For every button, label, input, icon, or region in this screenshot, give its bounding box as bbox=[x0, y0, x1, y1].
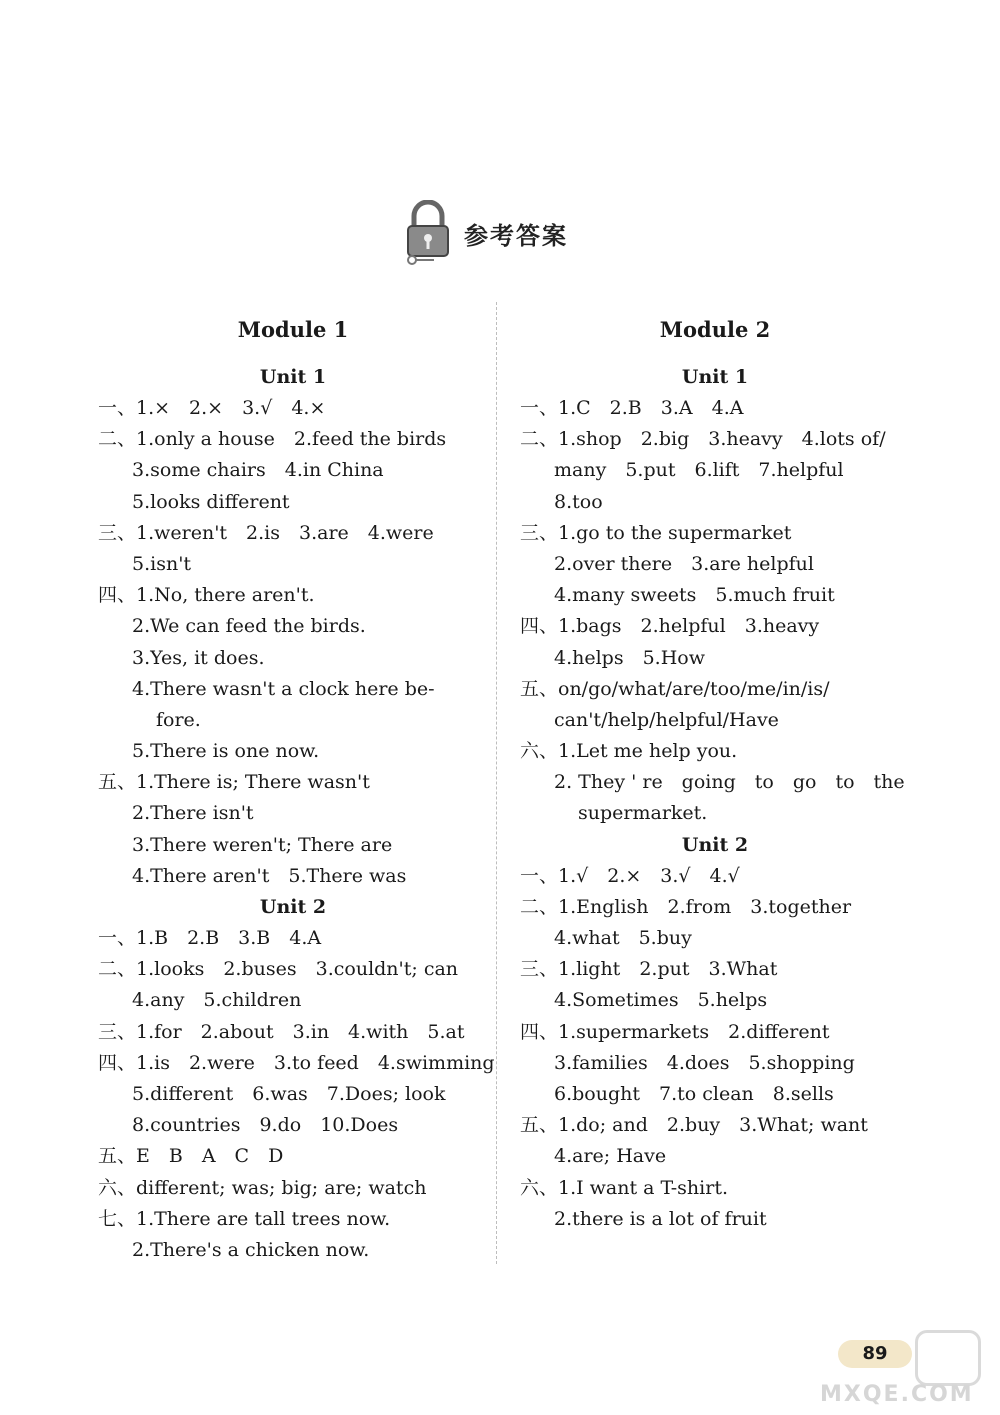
unit-title: Unit 1 bbox=[681, 366, 749, 388]
answer-line: 五、on/go/what/are/too/me/in/is/ bbox=[520, 677, 830, 700]
answer-line: 2.There isn't bbox=[132, 802, 254, 825]
column-divider bbox=[496, 302, 497, 1264]
answer-line: 3.some chairs 4.in China bbox=[132, 459, 384, 482]
answer-line: 六、1.Let me help you. bbox=[520, 740, 738, 763]
answer-line: 二、1.English 2.from 3.together bbox=[520, 895, 852, 918]
answer-line: 五、E B A C D bbox=[98, 1145, 284, 1168]
answer-line: 四、1.is 2.were 3.to feed 4.swimming bbox=[98, 1051, 495, 1074]
answer-line: 三、1.weren't 2.is 3.are 4.were bbox=[98, 521, 434, 544]
answer-line: 一、1.√ 2.× 3.√ 4.√ bbox=[520, 864, 740, 887]
answer-line: 2.over there 3.are helpful bbox=[554, 552, 814, 575]
answer-line: 二、1.only a house 2.feed the birds bbox=[98, 428, 447, 451]
answer-line: 一、1.B 2.B 3.B 4.A bbox=[98, 927, 322, 949]
watermark-text: MXQE.COM bbox=[820, 1382, 974, 1407]
answer-line: 四、1.supermarkets 2.different bbox=[520, 1020, 830, 1043]
module-title: Module 2 bbox=[659, 317, 771, 342]
lock-icon bbox=[400, 200, 458, 266]
answer-line: 二、1.shop 2.big 3.heavy 4.lots of/ bbox=[520, 428, 886, 451]
answer-line: 七、1.There are tall trees now. bbox=[98, 1207, 391, 1230]
answer-line: 一、1.C 2.B 3.A 4.A bbox=[520, 397, 744, 419]
answer-line: 4.There aren't 5.There was bbox=[132, 864, 407, 887]
watermark-logo-icon bbox=[915, 1330, 981, 1386]
answer-line: 五、1.do; and 2.buy 3.What; want bbox=[520, 1114, 868, 1137]
answer-line: 6.bought 7.to clean 8.sells bbox=[554, 1082, 834, 1105]
page-number: 89 bbox=[838, 1340, 912, 1368]
unit-title: Unit 1 bbox=[259, 366, 327, 388]
answer-line: 4.helps 5.How bbox=[554, 646, 705, 669]
answer-line: 三、1.for 2.about 3.in 4.with 5.at bbox=[98, 1020, 465, 1043]
answer-line: 3.Yes, it does. bbox=[132, 646, 265, 669]
answer-line: 二、1.looks 2.buses 3.couldn't; can bbox=[98, 958, 459, 981]
answer-line: 3.families 4.does 5.shopping bbox=[554, 1051, 855, 1074]
answer-line: 三、1.light 2.put 3.What bbox=[520, 958, 778, 981]
unit-title: Unit 2 bbox=[681, 833, 749, 856]
answer-line: 4.many sweets 5.much fruit bbox=[554, 584, 835, 607]
answer-line: 5.looks different bbox=[132, 490, 290, 513]
answer-line: 4.are; Have bbox=[554, 1145, 667, 1168]
answer-line: supermarket. bbox=[578, 802, 708, 825]
answer-line: 五、1.There is; There wasn't bbox=[98, 771, 370, 794]
page-title: 参考答案 bbox=[464, 222, 568, 250]
answer-line: many 5.put 6.lift 7.helpful bbox=[554, 459, 844, 482]
answer-line: 5.There is one now. bbox=[132, 740, 320, 763]
answer-key-header bbox=[400, 200, 600, 270]
answer-line: fore. bbox=[156, 708, 201, 731]
answer-line: 四、1.No, there aren't. bbox=[98, 584, 315, 607]
answer-line: 2.We can feed the birds. bbox=[132, 615, 366, 638]
right-column bbox=[520, 310, 910, 1235]
answer-line: 3.There weren't; There are bbox=[132, 833, 393, 856]
answer-line: 4.any 5.children bbox=[132, 989, 302, 1012]
unit-title: Unit 2 bbox=[259, 896, 327, 918]
answer-line: 4.There wasn't a clock here be- bbox=[132, 677, 435, 700]
answer-line: 六、different; was; big; are; watch bbox=[98, 1176, 427, 1199]
answer-line: 5.different 6.was 7.Does; look bbox=[132, 1082, 446, 1105]
answer-line: 2. They ' re going to go to the bbox=[554, 771, 905, 794]
module-title: Module 1 bbox=[237, 317, 349, 342]
left-column bbox=[98, 310, 495, 1266]
answer-line: 六、1.I want a T-shirt. bbox=[520, 1176, 729, 1199]
answer-line: 2.There's a chicken now. bbox=[132, 1238, 370, 1261]
answer-line: 四、1.bags 2.helpful 3.heavy bbox=[520, 615, 820, 638]
answer-line: 三、1.go to the supermarket bbox=[520, 521, 792, 544]
answer-line: 8.countries 9.do 10.Does bbox=[132, 1114, 399, 1137]
answer-line: 4.what 5.buy bbox=[554, 927, 692, 949]
answer-line: 4.Sometimes 5.helps bbox=[554, 989, 768, 1012]
answer-line: 5.isn't bbox=[132, 552, 192, 575]
answer-line: 一、1.× 2.× 3.√ 4.× bbox=[98, 397, 326, 419]
answer-line: can't/help/helpful/Have bbox=[554, 708, 779, 731]
answer-line: 2.there is a lot of fruit bbox=[554, 1207, 767, 1230]
answer-line: 8.too bbox=[554, 490, 603, 513]
